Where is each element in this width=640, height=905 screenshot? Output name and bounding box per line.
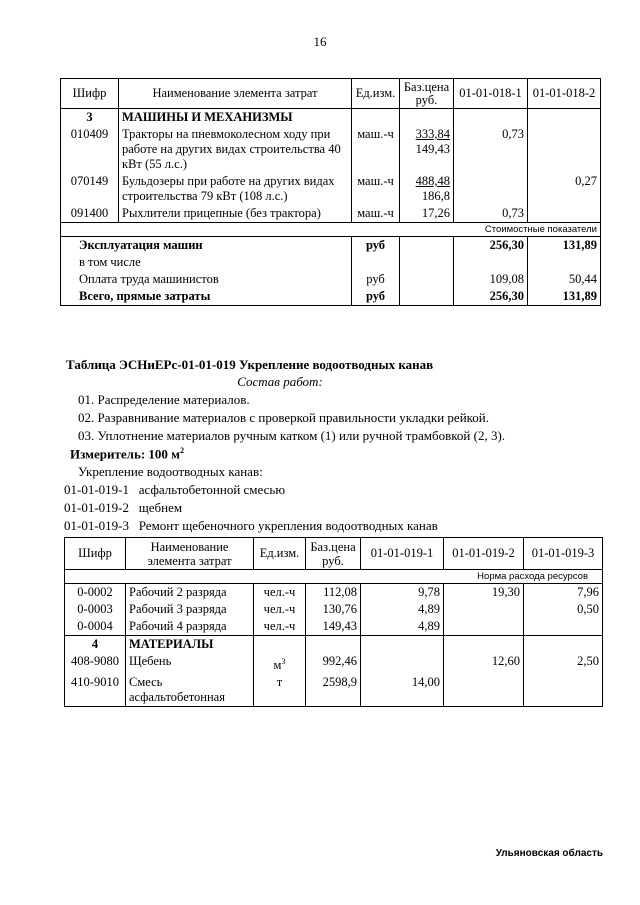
summary-row: Оплата труда машинистов руб 109,08 50,44 — [61, 271, 601, 288]
cost-label: Стоимостные показатели — [61, 223, 601, 237]
header-col2: 01-01-018-2 — [528, 79, 601, 109]
norm-label-row — [65, 570, 603, 584]
summary-row: Эксплуатация машин руб 256,30 131,89 — [61, 237, 601, 255]
work-item: 03. Уплотнение материалов ручным катком (1) или ручной трамбовкой (2, 3). — [78, 428, 506, 443]
variants-intro: Укрепление водоотводных канав: — [78, 464, 263, 479]
table-row: 010409 Тракторы на пневмоколесном ходу при работе на других видах строительства 40 кВт (55 л.с.) маш.-ч 333,84 149,43 0,73 — [61, 126, 601, 173]
page-number: 16 — [313, 34, 327, 49]
measure-line: Измеритель: 100 $м^2$ — [70, 446, 185, 462]
section-code: 3 — [61, 109, 119, 127]
work-item: 01. Распределение материалов. — [78, 392, 250, 407]
norm-label: Норма расхода ресурсов — [65, 570, 603, 584]
works-subtitle: Состав работ: — [237, 374, 323, 389]
table-row: 408-9080 Щебень $м^3$ 992,46 12,60 2,50 — [65, 653, 603, 674]
materials-code: 4 — [65, 636, 126, 654]
header-unit: Ед.изм. — [254, 538, 306, 570]
table-row: 091400 Рыхлители прицепные (без трактора) маш.-ч 17,26 0,73 — [61, 205, 601, 223]
header-code: Шифр — [61, 79, 119, 109]
table1-header-row — [61, 79, 601, 109]
header-col1: 01-01-018-1 — [454, 79, 528, 109]
table-title: Таблица ЭСНиЕРс-01-01-019 Укрепление водоотводных канав — [66, 357, 434, 372]
footer-region: Ульяновская область — [495, 848, 603, 859]
header-col3: 01-01-019-3 — [524, 538, 603, 570]
table-row: 0-0002 Рабочий 2 разряда чел.-ч 112,08 9,78 19,30 7,96 — [65, 584, 603, 602]
resources-table — [64, 537, 603, 707]
work-item: 02. Разравнивание материалов с проверкой правильности укладки рейкой. — [78, 410, 490, 425]
section-title: МАШИНЫ И МЕХАНИЗМЫ — [119, 109, 352, 127]
cost-label-row — [61, 223, 601, 237]
header-unit: Ед.изм. — [352, 79, 400, 109]
header-price: Баз.цена руб. — [306, 538, 361, 570]
summary-row: Всего, прямые затраты руб 256,30 131,89 — [61, 288, 601, 306]
table-row: 0-0003 Рабочий 3 разряда чел.-ч 130,76 4,89 0,50 — [65, 601, 603, 618]
materials-section-row — [65, 636, 603, 654]
machines-table — [60, 78, 601, 306]
variant-item: 01-01-019-3 Ремонт щебеночного укрепления водоотводных канав — [64, 518, 438, 533]
header-price: Баз.цена руб. — [400, 79, 454, 109]
header-col1: 01-01-019-1 — [361, 538, 444, 570]
table2-header-row — [65, 538, 603, 570]
summary-row: в том числе — [61, 254, 601, 271]
header-col2: 01-01-019-2 — [444, 538, 524, 570]
table-row: 070149 Бульдозеры при работе на других видах строительства 79 кВт (108 л.с.) маш.-ч 488,48 186,8 0,27 — [61, 173, 601, 205]
section-row — [61, 109, 601, 127]
table-row: 0-0004 Рабочий 4 разряда чел.-ч 149,43 4,89 — [65, 618, 603, 636]
header-name: Наименование элемента затрат — [126, 538, 254, 570]
table-row: 410-9010 Смесь асфальтобетонная т 2598,9 14,00 — [65, 674, 603, 707]
materials-title: МАТЕРИАЛЫ — [126, 636, 254, 654]
variant-item: 01-01-019-2 щебнем — [64, 500, 183, 515]
header-code: Шифр — [65, 538, 126, 570]
header-name: Наименование элемента затрат — [119, 79, 352, 109]
variant-item: 01-01-019-1 асфальтобетонной смесью — [64, 482, 286, 497]
